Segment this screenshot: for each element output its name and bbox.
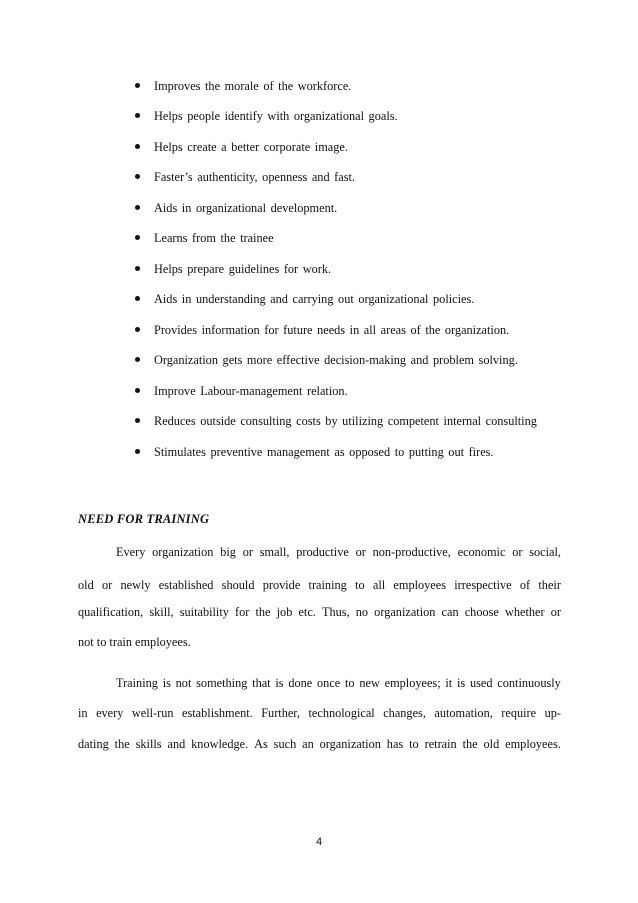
bullet-icon [135, 83, 140, 88]
bullet-icon [135, 174, 140, 179]
bullet-icon [135, 205, 140, 210]
paragraph-line: in every well-run establishment. Further, technological changes, automation, require up- [78, 706, 561, 720]
paragraph-line: Training is not something that is done once to new employees; it is used continuously [116, 676, 561, 690]
bullet-icon [135, 449, 140, 454]
section-heading: NEED FOR TRAINING [78, 512, 210, 526]
bullet-icon [135, 418, 140, 423]
bullet-icon [135, 235, 140, 240]
bullet-icon [135, 296, 140, 301]
paragraph-line: dating the skills and knowledge. As such an organization has to retrain the old employees. [78, 737, 561, 751]
benefits-bullet-list: Improves the morale of the workforce. Helps people identify with organizational goals. Helps create a better corporate image. Faster’s authenticity, openness and fast. Aids in organizational development. Learns from the trainee Helps prepare guidelines for work. Aids in understanding and carrying out organizational policies. Provides information for future needs in all areas of the organization. Organization gets more effective decision-making and problem solving. Improve Labour-management relation. Reduces outside consulting costs by utilizing competent internal consulting Stimulates preventive management as opposed to putting out fires. [0, 0, 638, 470]
bullet-icon [135, 357, 140, 362]
page-number: 4 [315, 836, 323, 848]
paragraph-line: not to train employees. [78, 635, 191, 649]
bullet-icon [135, 388, 140, 393]
paragraph-line: Every organization big or small, productive or non-productive, economic or social, [116, 545, 561, 559]
bullet-icon [135, 144, 140, 149]
bullet-icon [135, 327, 140, 332]
paragraph-line: qualification, skill, suitability for the job etc. Thus, no organization can choose whether or [78, 605, 561, 619]
bullet-icon [135, 266, 140, 271]
bullet-icon [135, 113, 140, 118]
paragraph-line: old or newly established should provide training to all employees irrespective of their [78, 578, 561, 592]
